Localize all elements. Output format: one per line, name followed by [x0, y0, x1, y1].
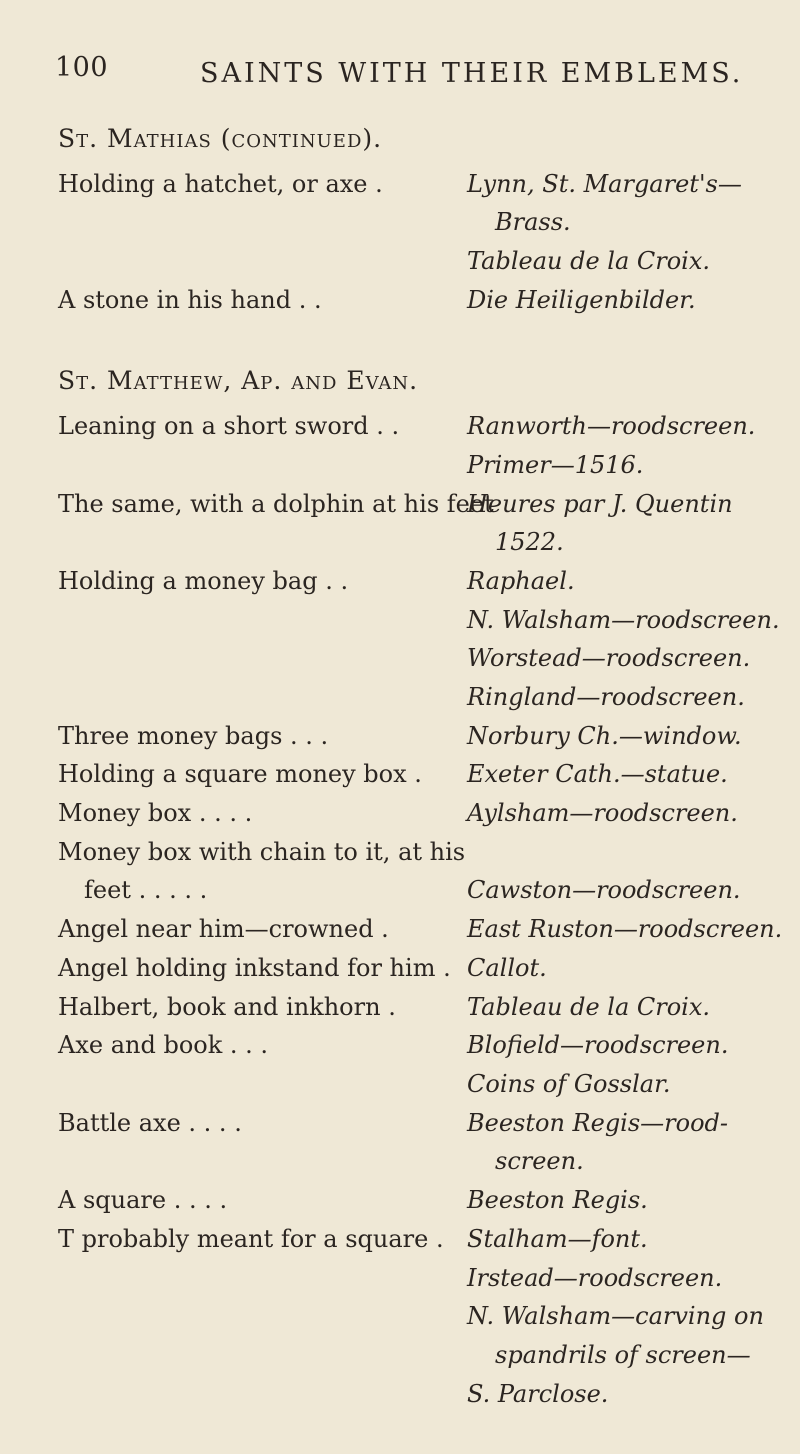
- location-line: East Ruston—roodscreen.: [467, 915, 783, 943]
- emblem-line: The same, with a dolphin at his feet: [58, 490, 494, 518]
- location-line: Irstead—roodscreen.: [467, 1264, 723, 1292]
- location-line: 1522.: [495, 528, 564, 556]
- location-line: Ringland—roodscreen.: [467, 683, 745, 711]
- location-line: Brass.: [495, 208, 571, 236]
- emblem-line: Holding a square money box .: [58, 760, 422, 788]
- location-line: Heures par J. Quentin: [467, 490, 733, 518]
- emblem-line: Holding a money bag . .: [58, 567, 349, 595]
- emblem-line: Angel holding inkstand for him .: [58, 954, 451, 982]
- emblem-line: T probably meant for a square .: [58, 1225, 444, 1253]
- emblem-line: Three money bags . . .: [58, 722, 329, 750]
- emblem-line: A square . . . .: [58, 1186, 228, 1214]
- location-line: S. Parclose.: [467, 1380, 609, 1408]
- location-line: Norbury Ch.—window.: [467, 722, 742, 750]
- page-number: 100: [55, 52, 109, 83]
- location-line: N. Walsham—carving on: [467, 1302, 764, 1330]
- location-line: Ranworth—roodscreen.: [467, 412, 756, 440]
- location-line: Coins of Gosslar.: [467, 1070, 671, 1098]
- location-line: screen.: [495, 1147, 584, 1175]
- section-title-st-matthew: St. Matthew, Ap. and Evan.: [58, 366, 419, 395]
- emblem-line: Halbert, book and inkhorn .: [58, 993, 396, 1021]
- location-line: Lynn, St. Margaret's—: [467, 170, 742, 198]
- location-line: Worstead—roodscreen.: [467, 644, 751, 672]
- location-line: Aylsham—roodscreen.: [467, 799, 738, 827]
- location-line: Blofield—roodscreen.: [467, 1031, 729, 1059]
- location-line: Tableau de la Croix.: [467, 247, 711, 275]
- emblem-line: Angel near him—crowned .: [58, 915, 389, 943]
- location-line: Raphael.: [467, 567, 575, 595]
- location-line: Primer—1516.: [467, 451, 644, 479]
- location-line: Exeter Cath.—statue.: [467, 760, 728, 788]
- emblem-line: Money box with chain to it, at his: [58, 838, 466, 866]
- emblem-line: feet . . . . .: [84, 876, 208, 904]
- location-line: Stalham—font.: [467, 1225, 648, 1253]
- emblem-line: Holding a hatchet, or axe .: [58, 170, 383, 198]
- emblem-line: Axe and book . . .: [58, 1031, 269, 1059]
- page-header: [0, 52, 800, 92]
- location-line: Beeston Regis—rood-: [467, 1109, 729, 1137]
- emblem-line: Money box . . . .: [58, 799, 253, 827]
- location-line: Beeston Regis.: [467, 1186, 648, 1214]
- location-line: Die Heiligenbilder.: [467, 286, 696, 314]
- emblem-line: A stone in his hand . .: [58, 286, 322, 314]
- location-line: Callot.: [467, 954, 547, 982]
- emblem-line: Leaning on a short sword . .: [58, 412, 400, 440]
- location-line: spandrils of screen—: [495, 1341, 751, 1369]
- running-title: SAINTS WITH THEIR EMBLEMS.: [200, 58, 744, 89]
- location-line: N. Walsham—roodscreen.: [467, 606, 780, 634]
- location-line: Cawston—roodscreen.: [467, 876, 741, 904]
- section-title-st-mathias: St. Mathias (continued).: [58, 124, 383, 153]
- location-line: Tableau de la Croix.: [467, 993, 711, 1021]
- emblem-line: Battle axe . . . .: [58, 1109, 242, 1137]
